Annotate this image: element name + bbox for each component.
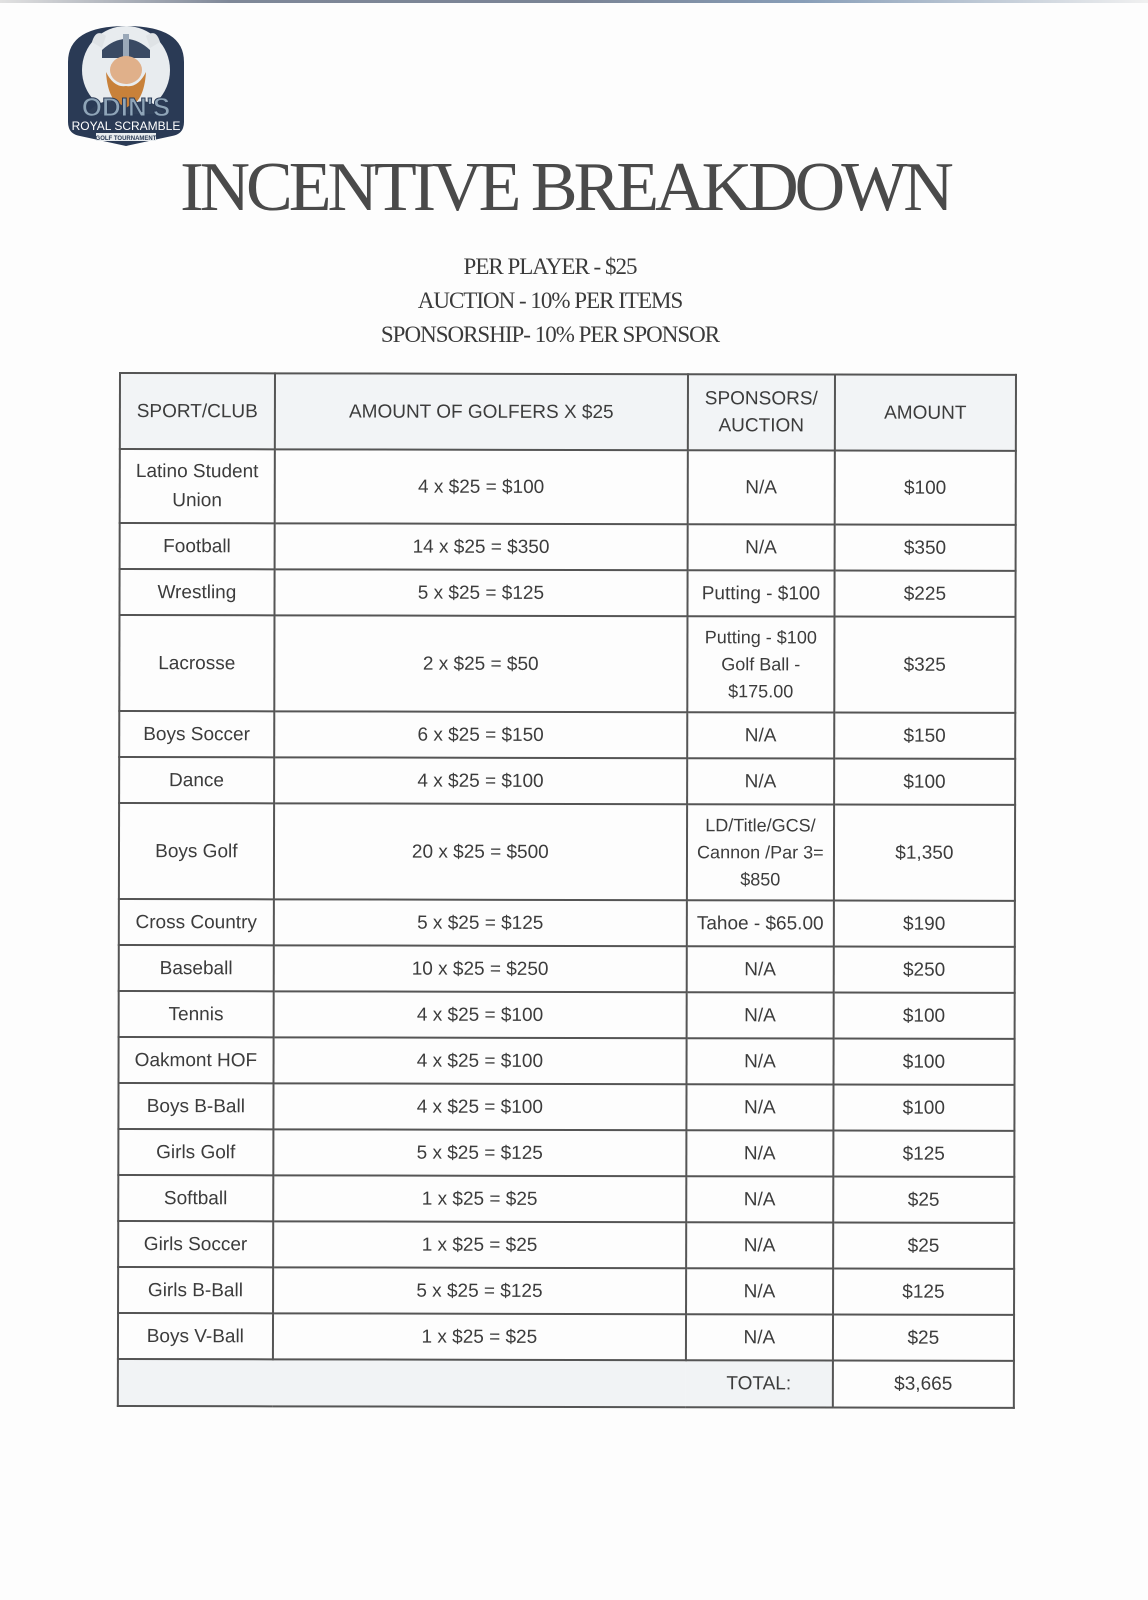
scan-edge xyxy=(0,0,1148,3)
cell-sport-club: Oakmont HOF xyxy=(119,1037,274,1083)
cell-sponsors-auction: Putting - $100 Golf Ball - $175.00 xyxy=(687,616,834,712)
cell-golfers: 10 x $25 = $250 xyxy=(273,945,686,992)
cell-sponsors-auction: N/A xyxy=(688,450,835,524)
cell-amount: $100 xyxy=(834,758,1015,804)
table-row xyxy=(119,803,1015,901)
table-row xyxy=(118,1313,1014,1361)
cell-golfers: 1 x $25 = $25 xyxy=(273,1313,686,1360)
cell-sponsors-auction: N/A xyxy=(686,1084,833,1130)
table-row xyxy=(119,1037,1015,1085)
table-row xyxy=(119,757,1015,805)
cell-amount: $100 xyxy=(833,1038,1014,1084)
total-value: $3,665 xyxy=(833,1360,1014,1407)
svg-text:ROYAL SCRAMBLE: ROYAL SCRAMBLE xyxy=(71,119,181,133)
cell-sponsors-auction: N/A xyxy=(687,946,834,992)
cell-amount: $350 xyxy=(834,524,1015,570)
table-row xyxy=(118,1267,1014,1315)
cell-sponsors-auction: N/A xyxy=(688,524,835,570)
total-label: TOTAL: xyxy=(686,1360,833,1407)
cell-golfers: 5 x $25 = $125 xyxy=(274,569,687,616)
cell-sponsors-auction: N/A xyxy=(687,758,834,804)
cell-sponsors-auction: N/A xyxy=(687,712,834,758)
table-row xyxy=(119,711,1015,759)
header-sponsors-auction: SPONSORS/ AUCTION xyxy=(688,374,835,450)
cell-sponsors-auction: Tahoe - $65.00 xyxy=(687,900,834,946)
cell-amount: $100 xyxy=(834,450,1015,524)
cell-sponsors-auction: N/A xyxy=(686,1314,833,1360)
cell-golfers: 4 x $25 = $100 xyxy=(273,1083,686,1130)
table-row xyxy=(118,1175,1014,1223)
cell-amount: $100 xyxy=(833,992,1014,1038)
cell-amount: $150 xyxy=(834,712,1015,758)
table-row xyxy=(119,569,1015,617)
cell-amount: $325 xyxy=(834,616,1015,712)
cell-amount: $25 xyxy=(833,1314,1014,1360)
cell-sport-club: Boys Golf xyxy=(119,803,274,899)
table-row xyxy=(119,615,1015,713)
cell-sponsors-auction: N/A xyxy=(686,1222,833,1268)
odins-royal-scramble-logo xyxy=(56,22,196,150)
table-row xyxy=(118,1221,1014,1269)
svg-text:ODIN'S: ODIN'S xyxy=(81,92,171,122)
cell-sponsors-auction: N/A xyxy=(686,1130,833,1176)
subtitle-sponsorship: SPONSORSHIP- 10% PER SPONSOR xyxy=(380,322,720,347)
cell-sponsors-auction: Putting - $100 xyxy=(688,570,835,616)
total-spacer xyxy=(118,1359,686,1407)
incentive-table xyxy=(117,372,1017,1409)
cell-amount: $25 xyxy=(833,1176,1014,1222)
cell-amount: $25 xyxy=(833,1222,1014,1268)
header-golfers: AMOUNT OF GOLFERS X $25 xyxy=(275,373,688,450)
cell-golfers: 5 x $25 = $125 xyxy=(273,1267,686,1314)
cell-amount: $125 xyxy=(833,1130,1014,1176)
cell-golfers: 6 x $25 = $150 xyxy=(274,711,687,758)
cell-golfers: 20 x $25 = $500 xyxy=(274,803,687,900)
table-row xyxy=(120,523,1016,571)
cell-sponsors-auction: N/A xyxy=(687,1038,834,1084)
cell-amount: $125 xyxy=(833,1268,1014,1314)
cell-sport-club: Cross Country xyxy=(119,899,274,945)
page-title: INCENTIVE BREAKDOWN xyxy=(180,149,950,226)
cell-golfers: 4 x $25 = $100 xyxy=(274,449,687,524)
table-row xyxy=(119,991,1015,1039)
cell-golfers: 4 x $25 = $100 xyxy=(274,757,687,804)
cell-golfers: 5 x $25 = $125 xyxy=(273,1129,686,1176)
cell-amount: $100 xyxy=(833,1084,1014,1130)
cell-sponsors-auction: N/A xyxy=(687,992,834,1038)
cell-sport-club: Softball xyxy=(118,1175,273,1221)
cell-amount: $250 xyxy=(833,946,1014,992)
table-row xyxy=(119,945,1015,993)
header-amount: AMOUNT xyxy=(835,374,1016,450)
cell-golfers: 1 x $25 = $25 xyxy=(273,1175,686,1222)
subtitle-auction: AUCTION - 10% PER ITEMS xyxy=(417,288,683,313)
cell-sport-club: Baseball xyxy=(119,945,274,991)
svg-text:GOLF TOURNAMENT: GOLF TOURNAMENT xyxy=(95,136,157,142)
cell-golfers: 4 x $25 = $100 xyxy=(273,991,686,1038)
cell-sport-club: Girls Golf xyxy=(118,1129,273,1175)
cell-amount: $225 xyxy=(834,570,1015,616)
cell-sport-club: Boys V-Ball xyxy=(118,1313,273,1359)
table-row xyxy=(118,1129,1014,1177)
cell-sport-club: Football xyxy=(120,523,275,569)
total-row xyxy=(118,1359,1014,1408)
table-header-row xyxy=(120,373,1016,451)
cell-sponsors-auction: LD/Title/GCS/ Cannon /Par 3= $850 xyxy=(687,804,834,900)
cell-golfers: 2 x $25 = $50 xyxy=(274,615,687,712)
cell-amount: $190 xyxy=(834,900,1015,946)
cell-amount: $1,350 xyxy=(834,804,1015,900)
cell-sport-club: Dance xyxy=(119,757,274,803)
table-row xyxy=(119,899,1015,947)
subtitle-per-player: PER PLAYER - $25 xyxy=(463,254,637,279)
cell-golfers: 4 x $25 = $100 xyxy=(273,1037,686,1084)
cell-sport-club: Wrestling xyxy=(119,569,274,615)
cell-golfers: 5 x $25 = $125 xyxy=(274,899,687,946)
header-sport-club: SPORT/CLUB xyxy=(120,373,275,449)
cell-sport-club: Girls B-Ball xyxy=(118,1267,273,1313)
cell-sponsors-auction: N/A xyxy=(686,1176,833,1222)
cell-sponsors-auction: N/A xyxy=(686,1268,833,1314)
table-row xyxy=(118,1083,1014,1131)
cell-sport-club: Latino Student Union xyxy=(120,449,275,523)
cell-sport-club: Tennis xyxy=(119,991,274,1037)
table-row xyxy=(120,449,1016,525)
cell-sport-club: Lacrosse xyxy=(119,615,274,711)
cell-sport-club: Girls Soccer xyxy=(118,1221,273,1267)
cell-golfers: 1 x $25 = $25 xyxy=(273,1221,686,1268)
cell-sport-club: Boys Soccer xyxy=(119,711,274,757)
cell-golfers: 14 x $25 = $350 xyxy=(274,523,687,570)
cell-sport-club: Boys B-Ball xyxy=(118,1083,273,1129)
